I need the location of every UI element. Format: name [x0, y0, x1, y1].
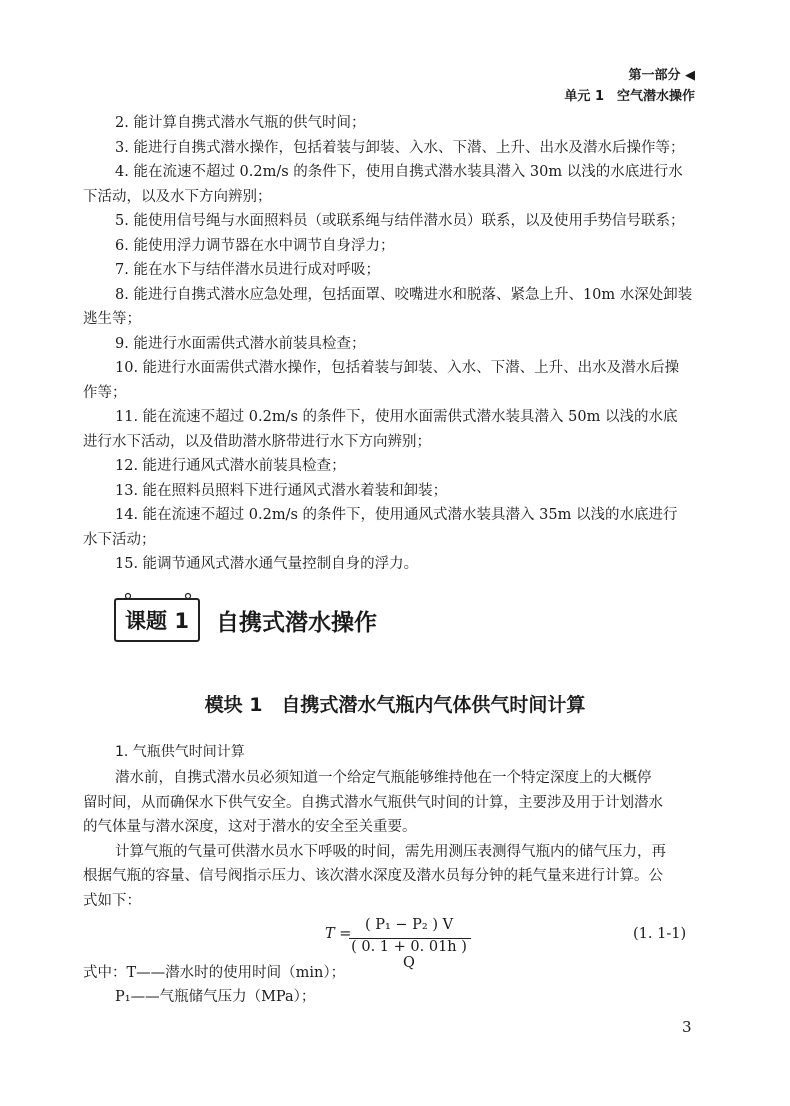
list-item: 9. 能进行水面需供式潜水前装具检查；: [115, 336, 366, 352]
list-item: 5. 能使用信号绳与水面照料员（或联系绳与结伴潜水员）联系，以及使用手势信号联系；: [115, 213, 685, 229]
list-item: 15. 能调节通风式潜水通气量控制自身的浮力。: [115, 556, 419, 572]
formula-numerator: ( P₁ − P₂ ) V: [364, 917, 454, 933]
module-title: 模块 1 自携式潜水气瓶内气体供气时间计算: [204, 694, 586, 716]
formula-lhs: T =: [325, 926, 352, 942]
formula: [325, 917, 475, 971]
section-title: 1. 气瓶供气时间计算: [115, 744, 245, 760]
paragraph-line: 式如下：: [83, 893, 141, 909]
paragraph-line: 的气体量与潜水深度，这对于潜水的安全至关重要。: [83, 819, 417, 835]
list-item-continued: 水下活动；: [83, 532, 156, 548]
list-item: 8. 能进行自携式潜水应急处理，包括面罩、咬嘴进水和脱落、紧急上升、10m 水深处卸装: [115, 287, 693, 303]
list-item: 11. 能在流速不超过 0.2m/s 的条件下，使用水面需供式潜水装具潜入 50m 以浅的水底: [115, 409, 678, 425]
list-item: 14. 能在流速不超过 0.2m/s 的条件下，使用通风式潜水装具潜入 35m 以浅的水底进行: [115, 507, 678, 523]
list-item: 3. 能进行自携式潜水操作，包括着装与卸装、入水、下潜、上升、出水及潜水后操作等；: [115, 140, 685, 156]
formula-denominator: ( 0. 1 + 0. 01h ) Q: [351, 939, 467, 971]
chapter-title: 自携式潜水操作: [216, 610, 377, 636]
equation-number: (1. 1-1): [633, 926, 687, 942]
list-item-continued: 进行水下活动，以及借助潜水脐带进行水下方向辨别；: [83, 434, 431, 450]
paragraph-line: 根据气瓶的容量、信号阀指示压力、该次潜水深度及潜水员每分钟的耗气量来进行计算。公: [83, 868, 663, 884]
list-item: 6. 能使用浮力调节器在水中调节自身浮力；: [115, 238, 395, 254]
list-item-continued: 下活动，以及水下方向辨别；: [83, 189, 272, 205]
paragraph-line: 计算气瓶的气量可供潜水员水下呼吸的时间，需先用测压表测得气瓶内的储气压力，再: [115, 844, 666, 860]
list-item: 2. 能计算自携式潜水气瓶的供气时间；: [115, 115, 366, 131]
list-item: 7. 能在水下与结伴潜水员进行成对呼吸；: [115, 262, 380, 278]
list-item: 4. 能在流速不超过 0.2m/s 的条件下，使用自携式潜水装具潜入 30m 以浅的水底进行水: [115, 164, 683, 180]
running-header-part: 第一部分 ◀: [628, 68, 695, 83]
paragraph-line: 留时间，从而确保水下供气安全。自携式潜水气瓶供气时间的计算，主要涉及用于计划潜水: [83, 795, 663, 811]
list-item-continued: 逃生等；: [83, 311, 141, 327]
list-item: 13. 能在照料员照料下进行通风式潜水着装和卸装；: [115, 483, 448, 499]
list-item: 10. 能进行水面需供式潜水操作，包括着装与卸装、入水、下潜、上升、出水及潜水后操: [115, 360, 680, 376]
list-item: 12. 能进行通风式潜水前装具检查；: [115, 458, 346, 474]
page-number: 3: [682, 1018, 692, 1036]
chapter-badge: 课题 1: [114, 598, 200, 642]
paragraph-line: 潜水前，自携式潜水员必须知道一个给定气瓶能够维持他在一个特定深度上的大概停: [115, 770, 652, 786]
list-item-continued: 作等；: [83, 385, 127, 401]
variable-definition: 式中：T——潜水时的使用时间（min）；: [83, 965, 346, 981]
variable-definition: P₁——气瓶储气压力（MPa）；: [115, 989, 316, 1005]
running-header-unit: 单元 1 空气潜水操作: [564, 89, 695, 104]
